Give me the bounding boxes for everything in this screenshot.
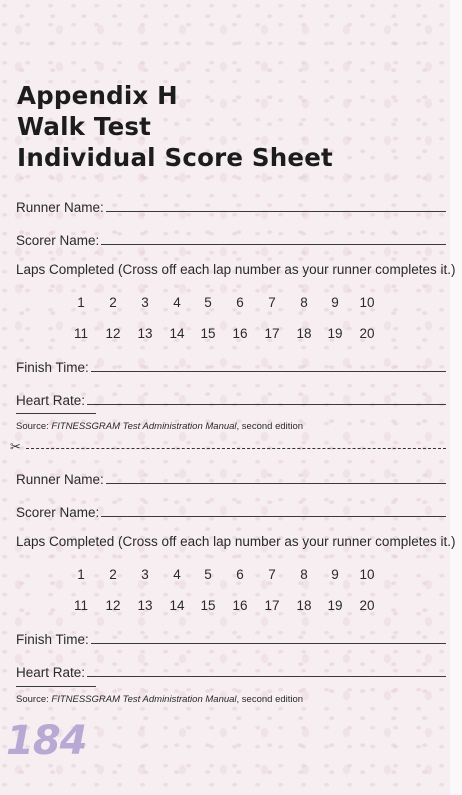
finish-time-label: Finish Time:: [16, 632, 89, 647]
lap-number[interactable]: 11: [73, 326, 88, 341]
lap-number[interactable]: 14: [169, 598, 185, 613]
runner-name-field-2[interactable]: [16, 467, 446, 487]
lap-number[interactable]: 7: [268, 295, 276, 310]
scorer-name-label: Scorer Name:: [16, 233, 100, 248]
lap-number[interactable]: 1: [77, 295, 85, 310]
dashed-divider: [26, 448, 446, 449]
lap-number[interactable]: 2: [109, 295, 117, 310]
lap-number[interactable]: 6: [236, 567, 244, 582]
title-line-1: Appendix H: [17, 81, 178, 110]
lap-number[interactable]: 17: [264, 598, 280, 613]
source-rule: [16, 413, 96, 414]
page-number: 184: [6, 718, 87, 764]
source-rule: [16, 686, 96, 687]
scorer-name-line[interactable]: [101, 515, 446, 517]
lap-number[interactable]: 5: [204, 567, 212, 582]
lap-number[interactable]: 12: [105, 598, 121, 613]
heart-rate-line[interactable]: [87, 403, 446, 405]
runner-name-label: Runner Name:: [16, 200, 104, 215]
runner-name-line[interactable]: [106, 482, 446, 484]
scorer-name-line[interactable]: [101, 243, 446, 245]
lap-number[interactable]: 2: [109, 567, 117, 582]
laps-completed-label-1: Laps Completed (Cross off each lap number as your runner completes it.): [16, 262, 456, 277]
lap-number[interactable]: 3: [141, 295, 149, 310]
page-edge: [450, 0, 462, 795]
lap-number[interactable]: 6: [236, 295, 244, 310]
source-note-2: Source: FITNESSGRAM Test Administration Manual, second edition: [16, 694, 304, 705]
lap-number[interactable]: 9: [331, 567, 339, 582]
lap-number[interactable]: 5: [204, 295, 212, 310]
heart-rate-field-1[interactable]: [16, 388, 446, 408]
runner-name-field-1[interactable]: [16, 195, 446, 215]
lap-number[interactable]: 8: [300, 567, 308, 582]
lap-number[interactable]: 15: [200, 326, 216, 341]
heart-rate-field-2[interactable]: [16, 660, 446, 680]
title-line-2: Walk Test: [17, 112, 152, 141]
lap-number[interactable]: 18: [296, 326, 312, 341]
heart-rate-label: Heart Rate:: [16, 665, 86, 680]
lap-number[interactable]: 17: [264, 326, 280, 341]
lap-number[interactable]: 10: [359, 295, 375, 310]
finish-time-field-2[interactable]: [16, 627, 446, 647]
title-line-3: Individual Score Sheet: [17, 143, 333, 172]
lap-number[interactable]: 14: [169, 326, 185, 341]
lap-number[interactable]: 18: [296, 598, 312, 613]
lap-number[interactable]: 20: [359, 326, 375, 341]
runner-name-line[interactable]: [106, 210, 446, 212]
lap-number[interactable]: 4: [173, 295, 181, 310]
lap-number[interactable]: 15: [200, 598, 216, 613]
finish-time-line[interactable]: [91, 370, 446, 372]
lap-number[interactable]: 13: [137, 326, 153, 341]
finish-time-line[interactable]: [91, 642, 446, 644]
lap-number[interactable]: 1: [77, 567, 85, 582]
lap-number[interactable]: 10: [359, 567, 375, 582]
lap-number[interactable]: 4: [173, 567, 181, 582]
lap-number[interactable]: 19: [327, 598, 343, 613]
lap-number[interactable]: 12: [105, 326, 121, 341]
finish-time-label: Finish Time:: [16, 360, 89, 375]
runner-name-label: Runner Name:: [16, 472, 104, 487]
lap-number[interactable]: 3: [141, 567, 149, 582]
lap-number[interactable]: 20: [359, 598, 375, 613]
laps-completed-label-2: Laps Completed (Cross off each lap number as your runner completes it.): [16, 534, 456, 549]
lap-number[interactable]: 16: [232, 326, 248, 341]
lap-number[interactable]: 13: [137, 598, 153, 613]
finish-time-field-1[interactable]: [16, 355, 446, 375]
scorer-name-field-2[interactable]: [16, 500, 446, 520]
cut-line: [10, 441, 446, 455]
heart-rate-line[interactable]: [87, 675, 446, 677]
lap-number[interactable]: 11: [73, 598, 88, 613]
lap-number[interactable]: 9: [331, 295, 339, 310]
heart-rate-label: Heart Rate:: [16, 393, 86, 408]
lap-number[interactable]: 16: [232, 598, 248, 613]
scissors-icon: ✂: [10, 439, 21, 454]
scorer-name-label: Scorer Name:: [16, 505, 100, 520]
lap-number[interactable]: 8: [300, 295, 308, 310]
page-title: [17, 80, 333, 173]
lap-number[interactable]: 19: [327, 326, 343, 341]
source-note-1: Source: FITNESSGRAM Test Administration Manual, second edition: [16, 421, 304, 432]
lap-number[interactable]: 7: [268, 567, 276, 582]
scorer-name-field-1[interactable]: [16, 228, 446, 248]
